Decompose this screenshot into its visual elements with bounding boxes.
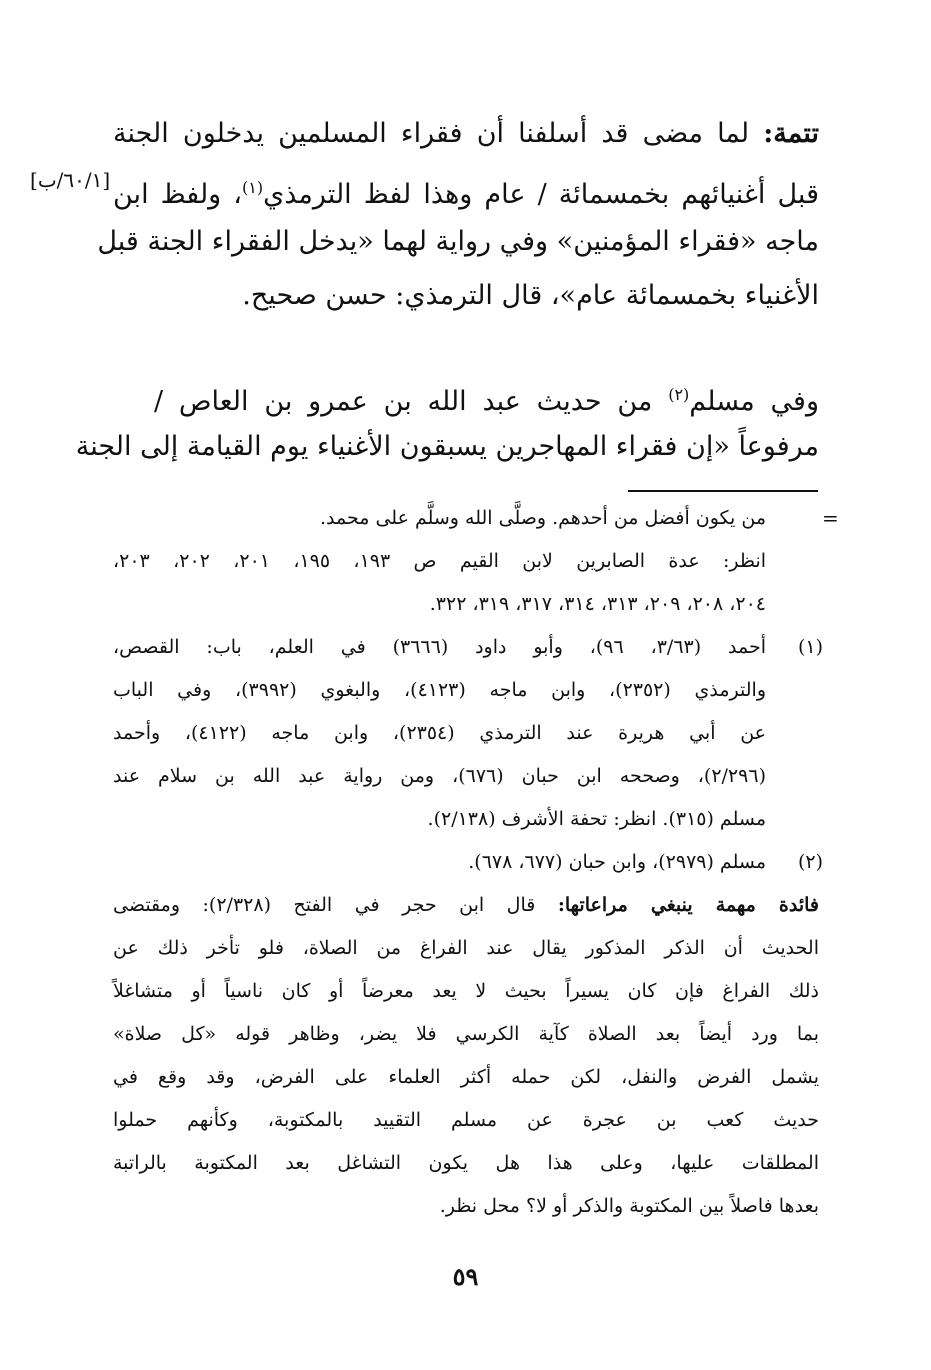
paragraph-1-line-4: الأغنياء بخمسمائة عام»، قال الترمذي: حسن صحيح. xyxy=(242,280,819,311)
paragraph-1-line-3: ماجه «فقراء المؤمنين» وفي رواية لهما «يدخل الفقراء الجنة قبل xyxy=(97,226,819,257)
benefit-line-6: حديث كعب بن عجرة عن مسلم التقييد بالمكتوبة، وكأنهم حملوا xyxy=(113,1109,819,1131)
footnote-1-line-4: (٢/٢٩٦)، وصححه ابن حبان (٦٧٦)، ومن رواية عبد الله بن سلام عند xyxy=(113,765,766,787)
footnote-1-line-3: عن أبي هريرة عند الترمذي (٢٣٥٤)، وابن ماجه (٤١٢٢)، وأحمد xyxy=(113,722,766,744)
footnote-2-mark: (٢) xyxy=(797,851,823,873)
benefit-line-2: الحديث أن الذكر المذكور يقال عند الفراغ من الصلاة، فلو تأخر ذلك عن xyxy=(113,937,819,959)
continuation-line-1: من يكون أفضل من أحدهم. وصلَّى الله وسلَّم على محمد. xyxy=(319,507,766,529)
footnote-2-line: مسلم (٢٩٧٩)، وابن حبان (٦٧٧، ٦٧٨). xyxy=(468,851,766,873)
benefit-line-3: ذلك الفراغ فإن كان يسيراً بحيث لا يعد معرضاً أو كان ناسياً أو متشاغلاً xyxy=(113,980,819,1002)
benefit-heading: فائدة مهمة ينبغي مراعاتها: xyxy=(557,894,819,916)
benefit-line-4: بما ورد أيضاً بعد الصلاة كآية الكرسي فلا يضر، وظاهر قوله «كل صلاة» xyxy=(113,1023,819,1045)
continuation-line-3: ٢٠٤، ٢٠٨، ٢٠٩، ٣١٣، ٣١٤، ٣١٧، ٣١٩، ٣٢٢. xyxy=(429,593,766,615)
continuation-line-2: انظر: عدة الصابرين لابن القيم ص ١٩٣، ١٩٥، ٢٠١، ٢٠٢، ٢٠٣، xyxy=(113,550,767,572)
paragraph-1-line-2: قبل أغنيائهم بخمسمائة / عام وهذا لفظ الترمذي$^{(١)}$، ولفظ ابن xyxy=(113,178,819,210)
paragraph-1-line-1: تتمة: لما مضى قد أسلفنا أن فقراء المسلمين يدخلون الجنة xyxy=(113,118,819,149)
continuation-mark: = xyxy=(822,506,839,530)
footnote-1-line-2: والترمذي (٢٣٥٢)، وابن ماجه (٤١٢٣)، والبغوي (٣٩٩٢)، وفي الباب xyxy=(113,679,766,701)
benefit-line-7: المطلقات عليها، وعلى هذا هل يكون التشاغل بعد المكتوبة بالراتبة xyxy=(113,1152,819,1174)
footnote-separator-rule xyxy=(628,490,818,492)
footnote-1-mark: (١) xyxy=(797,636,823,658)
footnote-1-line-1: أحمد (٣/٦٣، ٩٦)، وأبو داود (٣٦٦٦) في العلم، باب: القصص، xyxy=(113,636,767,658)
margin-manuscript-reference: [٦٠/١/ب] xyxy=(30,168,111,192)
benefit-line-8: بعدها فاصلاً بين المكتوبة والذكر أو لا؟ محل نظر. xyxy=(439,1195,819,1217)
footnote-reference-2[interactable]: (٢) xyxy=(668,385,690,404)
footnote-1-line-5: مسلم (٣١٥). انظر: تحفة الأشرف (٢/١٣٨). xyxy=(427,808,766,830)
benefit-line-5: يشمل الفرض والنفل، لكن حمله أكثر العلماء على الفرض، وقد وقع في xyxy=(113,1066,819,1088)
paragraph-2-line-2: مرفوعاً «إن فقراء المهاجرين يسبقون الأغنياء يوم القيامة إلى الجنة xyxy=(75,431,819,462)
page-number: ٥٩ xyxy=(452,1262,479,1291)
paragraph-2-line-1: وفي مسلم$^{(٢)}$ من حديث عبد الله بن عمرو بن العاص / xyxy=(154,385,819,417)
benefit-line-1: فائدة مهمة ينبغي مراعاتها: قال ابن حجر في الفتح (٢/٣٢٨): ومقتضى xyxy=(113,894,819,916)
paragraph-heading: تتمة: xyxy=(763,118,819,149)
footnote-reference-1[interactable]: (١) xyxy=(242,178,264,197)
